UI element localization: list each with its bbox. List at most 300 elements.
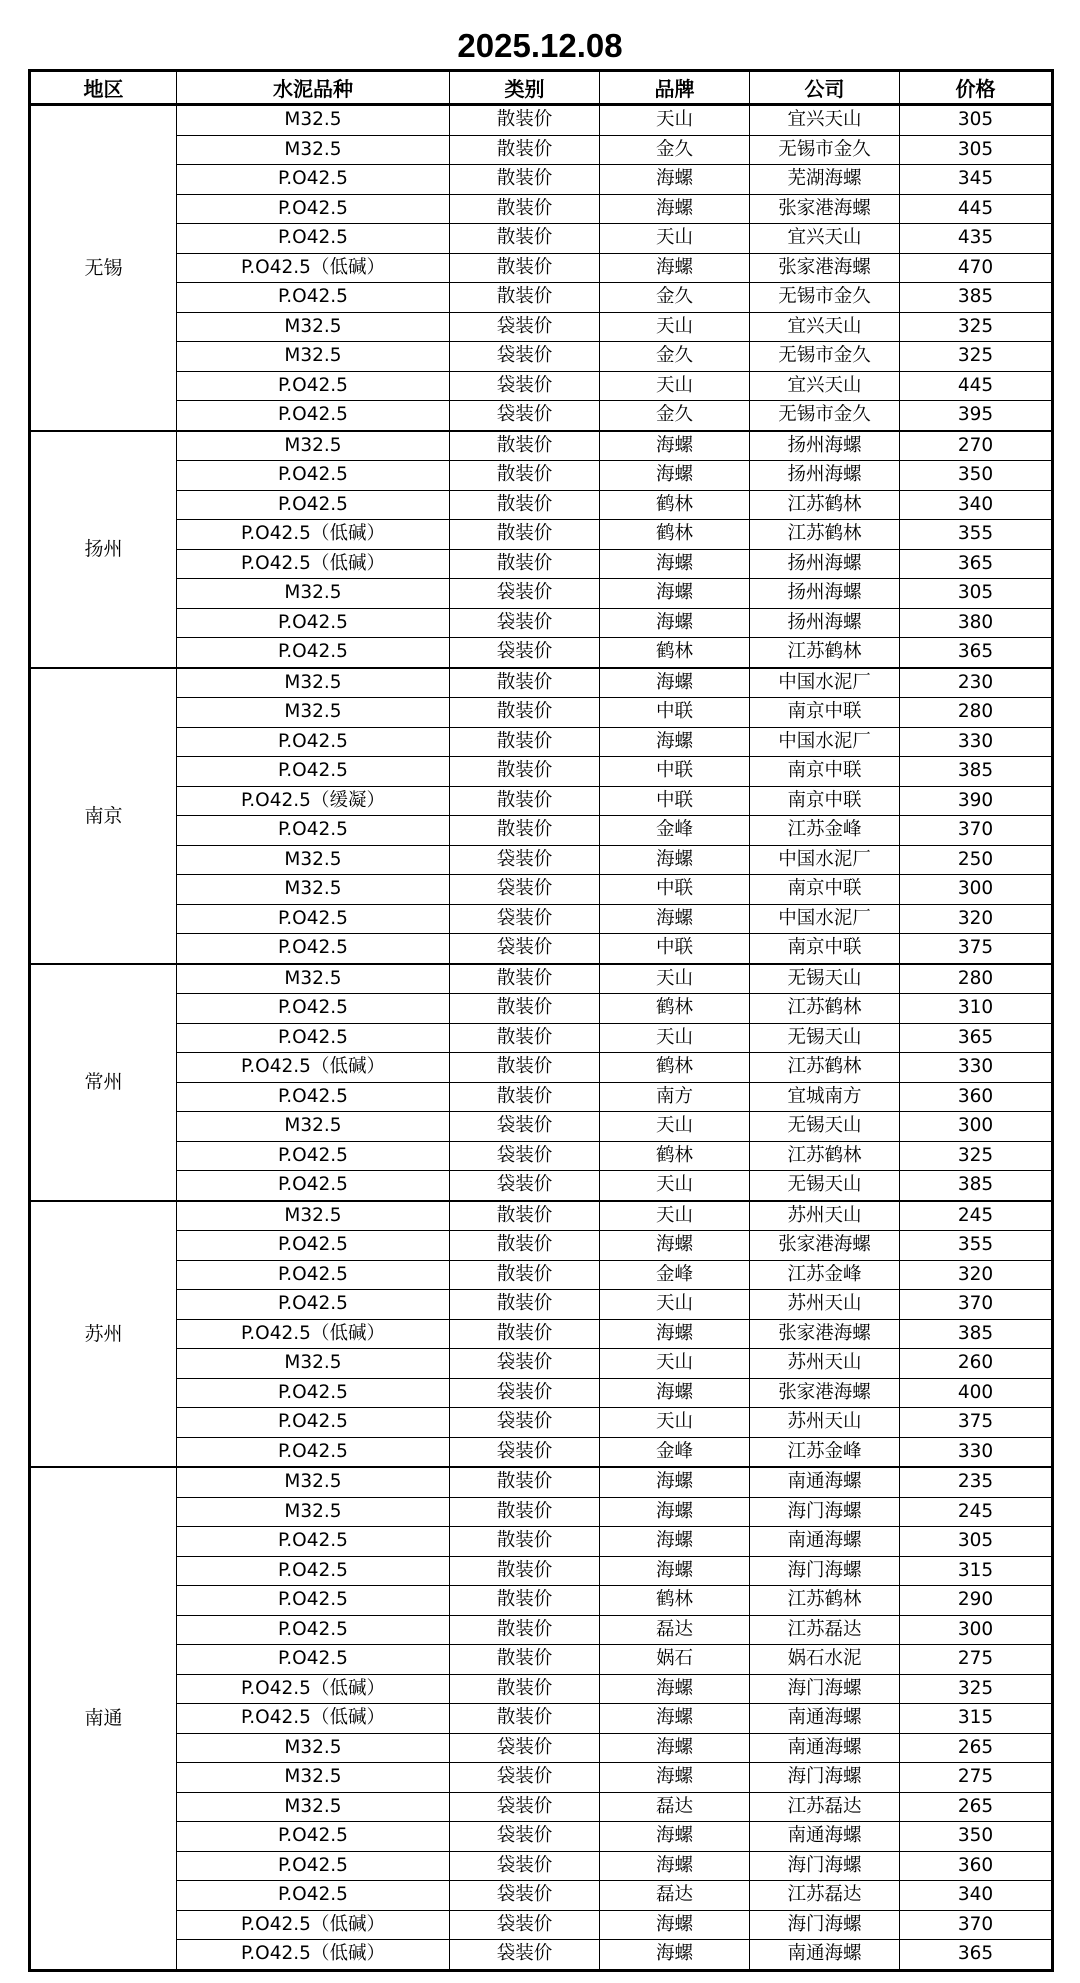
category-cell: 袋装价 [450,1112,600,1142]
company-cell: 无锡天山 [750,1171,900,1201]
table-row [30,608,1053,638]
cement-type-cell: P.O42.5（缓凝） [177,786,450,816]
category-cell: 散装价 [450,165,600,195]
company-cell: 南京中联 [750,698,900,728]
price-cell: 470 [900,253,1053,283]
price-cell: 370 [900,816,1053,846]
table-row [30,1674,1053,1704]
header-brand: 品牌 [600,71,750,105]
price-table [28,69,1054,1972]
cement-type-cell: M32.5 [177,1733,450,1763]
brand-cell: 海螺 [600,1319,750,1349]
price-cell: 320 [900,1260,1053,1290]
brand-cell: 娲石 [600,1645,750,1675]
company-cell: 南通海螺 [750,1940,900,1971]
company-cell: 张家港海螺 [750,1319,900,1349]
price-cell: 230 [900,668,1053,698]
table-row [30,431,1053,461]
region-cell: 无锡 [30,105,177,431]
brand-cell: 鹤林 [600,490,750,520]
category-cell: 散装价 [450,194,600,224]
price-cell: 365 [900,1940,1053,1971]
region-cell: 扬州 [30,431,177,668]
brand-cell: 天山 [600,1112,750,1142]
brand-cell: 金久 [600,401,750,431]
table-row [30,224,1053,254]
header-cement-type: 水泥品种 [177,71,450,105]
category-cell: 散装价 [450,1615,600,1645]
cement-type-cell: P.O42.5 [177,1260,450,1290]
company-cell: 南通海螺 [750,1467,900,1497]
category-cell: 袋装价 [450,1851,600,1881]
company-cell: 无锡天山 [750,1112,900,1142]
category-cell: 散装价 [450,1586,600,1616]
category-cell: 散装价 [450,1260,600,1290]
brand-cell: 海螺 [600,1497,750,1527]
brand-cell: 海螺 [600,1822,750,1852]
company-cell: 南京中联 [750,875,900,905]
category-cell: 散装价 [450,698,600,728]
cement-type-cell: M32.5 [177,431,450,461]
brand-cell: 天山 [600,312,750,342]
table-row [30,786,1053,816]
company-cell: 张家港海螺 [750,253,900,283]
price-cell: 375 [900,934,1053,964]
brand-cell: 鹤林 [600,638,750,668]
company-cell: 扬州海螺 [750,549,900,579]
cement-type-cell: P.O42.5 [177,1851,450,1881]
company-cell: 海门海螺 [750,1910,900,1940]
table-row [30,1437,1053,1467]
cement-type-cell: M32.5 [177,698,450,728]
company-cell: 江苏鹤林 [750,1586,900,1616]
price-cell: 310 [900,994,1053,1024]
cement-type-cell: P.O42.5 [177,461,450,491]
table-row [30,1881,1053,1911]
category-cell: 袋装价 [450,1349,600,1379]
category-cell: 袋装价 [450,1910,600,1940]
brand-cell: 海螺 [600,1378,750,1408]
table-row [30,1112,1053,1142]
company-cell: 宜兴天山 [750,105,900,136]
category-cell: 袋装价 [450,1141,600,1171]
brand-cell: 天山 [600,371,750,401]
category-cell: 散装价 [450,1556,600,1586]
cement-type-cell: M32.5 [177,579,450,609]
table-row [30,401,1053,431]
brand-cell: 海螺 [600,165,750,195]
company-cell: 扬州海螺 [750,579,900,609]
page-title: 2025.12.08 [457,27,623,64]
price-cell: 300 [900,875,1053,905]
table-row [30,1023,1053,1053]
table-row [30,1141,1053,1171]
category-cell: 袋装价 [450,875,600,905]
company-cell: 海门海螺 [750,1556,900,1586]
region-cell: 苏州 [30,1201,177,1468]
table-row [30,934,1053,964]
category-cell: 袋装价 [450,1378,600,1408]
price-cell: 380 [900,608,1053,638]
company-cell: 芜湖海螺 [750,165,900,195]
category-cell: 散装价 [450,1053,600,1083]
category-cell: 袋装价 [450,342,600,372]
table-header-row [30,71,1053,105]
brand-cell: 金久 [600,283,750,313]
brand-cell: 海螺 [600,461,750,491]
company-cell: 无锡市金久 [750,342,900,372]
table-row [30,283,1053,313]
price-cell: 265 [900,1792,1053,1822]
header-region: 地区 [30,71,177,105]
price-cell: 360 [900,1851,1053,1881]
brand-cell: 海螺 [600,1231,750,1261]
price-cell: 360 [900,1082,1053,1112]
cement-type-cell: P.O42.5（低碱） [177,520,450,550]
price-cell: 385 [900,1171,1053,1201]
price-cell: 325 [900,1674,1053,1704]
brand-cell: 海螺 [600,549,750,579]
table-row [30,1556,1053,1586]
brand-cell: 海螺 [600,1940,750,1971]
cement-type-cell: P.O42.5 [177,1586,450,1616]
price-cell: 245 [900,1201,1053,1231]
price-cell: 355 [900,520,1053,550]
category-cell: 散装价 [450,431,600,461]
company-cell: 江苏鹤林 [750,520,900,550]
category-cell: 散装价 [450,105,600,136]
brand-cell: 磊达 [600,1881,750,1911]
category-cell: 散装价 [450,994,600,1024]
price-cell: 300 [900,1615,1053,1645]
price-cell: 330 [900,1053,1053,1083]
price-cell: 275 [900,1645,1053,1675]
category-cell: 袋装价 [450,1940,600,1971]
table-row [30,490,1053,520]
price-cell: 365 [900,638,1053,668]
table-row [30,1260,1053,1290]
brand-cell: 天山 [600,1171,750,1201]
brand-cell: 天山 [600,224,750,254]
category-cell: 散装价 [450,668,600,698]
price-cell: 445 [900,194,1053,224]
price-cell: 365 [900,549,1053,579]
company-cell: 扬州海螺 [750,461,900,491]
brand-cell: 天山 [600,1023,750,1053]
brand-cell: 中联 [600,698,750,728]
brand-cell: 天山 [600,1290,750,1320]
brand-cell: 磊达 [600,1615,750,1645]
cement-type-cell: P.O42.5 [177,1881,450,1911]
company-cell: 中国水泥厂 [750,904,900,934]
brand-cell: 海螺 [600,1556,750,1586]
brand-cell: 海螺 [600,608,750,638]
table-row [30,312,1053,342]
cement-type-cell: P.O42.5 [177,401,450,431]
table-row [30,875,1053,905]
cement-type-cell: P.O42.5 [177,638,450,668]
table-row [30,1763,1053,1793]
brand-cell: 磊达 [600,1792,750,1822]
category-cell: 散装价 [450,1527,600,1557]
price-cell: 265 [900,1733,1053,1763]
cement-type-cell: M32.5 [177,1497,450,1527]
price-cell: 390 [900,786,1053,816]
table-row [30,1082,1053,1112]
cement-type-cell: M32.5 [177,1112,450,1142]
brand-cell: 海螺 [600,1733,750,1763]
price-cell: 250 [900,845,1053,875]
company-cell: 无锡天山 [750,1023,900,1053]
cement-type-cell: P.O42.5 [177,1023,450,1053]
cement-type-cell: P.O42.5（低碱） [177,253,450,283]
company-cell: 江苏磊达 [750,1792,900,1822]
cement-type-cell: P.O42.5 [177,1437,450,1467]
category-cell: 散装价 [450,1231,600,1261]
price-cell: 400 [900,1378,1053,1408]
company-cell: 苏州天山 [750,1408,900,1438]
cement-type-cell: P.O42.5 [177,1556,450,1586]
category-cell: 袋装价 [450,371,600,401]
table-row [30,579,1053,609]
table-body [30,105,1053,1971]
table-row [30,1497,1053,1527]
table-row [30,816,1053,846]
table-row [30,461,1053,491]
price-cell: 305 [900,135,1053,165]
company-cell: 江苏鹤林 [750,1053,900,1083]
brand-cell: 海螺 [600,1763,750,1793]
category-cell: 袋装价 [450,1408,600,1438]
table-row [30,1792,1053,1822]
price-cell: 350 [900,461,1053,491]
cement-type-cell: M32.5 [177,1467,450,1497]
company-cell: 无锡市金久 [750,401,900,431]
price-cell: 345 [900,165,1053,195]
brand-cell: 海螺 [600,194,750,224]
table-row [30,549,1053,579]
cement-type-cell: P.O42.5（低碱） [177,1053,450,1083]
company-cell: 海门海螺 [750,1851,900,1881]
price-cell: 385 [900,1319,1053,1349]
company-cell: 南通海螺 [750,1733,900,1763]
table-row [30,1527,1053,1557]
brand-cell: 金峰 [600,816,750,846]
table-row [30,1645,1053,1675]
brand-cell: 鹤林 [600,1586,750,1616]
category-cell: 散装价 [450,283,600,313]
category-cell: 散装价 [450,1082,600,1112]
cement-type-cell: P.O42.5（低碱） [177,1674,450,1704]
category-cell: 袋装价 [450,579,600,609]
company-cell: 江苏鹤林 [750,1141,900,1171]
price-cell: 395 [900,401,1053,431]
table-row [30,1290,1053,1320]
cement-type-cell: P.O42.5 [177,1290,450,1320]
category-cell: 袋装价 [450,1792,600,1822]
cement-type-cell: M32.5 [177,312,450,342]
brand-cell: 鹤林 [600,1141,750,1171]
brand-cell: 海螺 [600,727,750,757]
table-row [30,1704,1053,1734]
category-cell: 散装价 [450,549,600,579]
cement-type-cell: M32.5 [177,845,450,875]
cement-type-cell: P.O42.5 [177,224,450,254]
category-cell: 散装价 [450,224,600,254]
table-row [30,165,1053,195]
table-row [30,1467,1053,1497]
cement-type-cell: P.O42.5 [177,1645,450,1675]
brand-cell: 天山 [600,1201,750,1231]
company-cell: 中国水泥厂 [750,727,900,757]
table-row [30,1586,1053,1616]
cement-type-cell: P.O42.5（低碱） [177,1940,450,1971]
region-cell: 南通 [30,1467,177,1970]
price-cell: 280 [900,698,1053,728]
company-cell: 娲石水泥 [750,1645,900,1675]
cement-type-cell: P.O42.5 [177,727,450,757]
table-row [30,371,1053,401]
company-cell: 苏州天山 [750,1290,900,1320]
category-cell: 散装价 [450,520,600,550]
table-row [30,668,1053,698]
price-cell: 235 [900,1467,1053,1497]
table-row [30,342,1053,372]
company-cell: 江苏金峰 [750,1437,900,1467]
company-cell: 南京中联 [750,786,900,816]
table-row [30,1231,1053,1261]
company-cell: 南京中联 [750,757,900,787]
table-row [30,1171,1053,1201]
company-cell: 南京中联 [750,934,900,964]
brand-cell: 海螺 [600,668,750,698]
category-cell: 散装价 [450,1467,600,1497]
category-cell: 散装价 [450,1023,600,1053]
header-company: 公司 [750,71,900,105]
price-cell: 320 [900,904,1053,934]
brand-cell: 海螺 [600,1527,750,1557]
company-cell: 宜城南方 [750,1082,900,1112]
price-cell: 305 [900,105,1053,136]
company-cell: 张家港海螺 [750,194,900,224]
brand-cell: 中联 [600,757,750,787]
cement-type-cell: P.O42.5（低碱） [177,549,450,579]
brand-cell: 鹤林 [600,520,750,550]
category-cell: 散装价 [450,727,600,757]
category-cell: 袋装价 [450,1733,600,1763]
brand-cell: 中联 [600,934,750,964]
table-row [30,194,1053,224]
table-row [30,1615,1053,1645]
cement-type-cell: P.O42.5 [177,283,450,313]
company-cell: 江苏金峰 [750,1260,900,1290]
category-cell: 散装价 [450,1497,600,1527]
price-cell: 385 [900,283,1053,313]
cement-type-cell: P.O42.5 [177,1527,450,1557]
brand-cell: 中联 [600,786,750,816]
category-cell: 散装价 [450,757,600,787]
price-cell: 315 [900,1704,1053,1734]
category-cell: 散装价 [450,816,600,846]
cement-type-cell: P.O42.5 [177,1408,450,1438]
price-cell: 375 [900,1408,1053,1438]
cement-type-cell: M32.5 [177,1792,450,1822]
table-row [30,904,1053,934]
cement-type-cell: P.O42.5 [177,1822,450,1852]
company-cell: 江苏磊达 [750,1615,900,1645]
table-row [30,1733,1053,1763]
category-cell: 袋装价 [450,608,600,638]
category-cell: 袋装价 [450,638,600,668]
cement-type-cell: P.O42.5 [177,816,450,846]
price-cell: 245 [900,1497,1053,1527]
cement-type-cell: P.O42.5（低碱） [177,1319,450,1349]
cement-type-cell: P.O42.5 [177,1082,450,1112]
cement-type-cell: P.O42.5 [177,371,450,401]
category-cell: 散装价 [450,490,600,520]
brand-cell: 海螺 [600,904,750,934]
cement-type-cell: M32.5 [177,1349,450,1379]
brand-cell: 金久 [600,135,750,165]
table-row [30,105,1053,136]
header-category: 类别 [450,71,600,105]
cement-type-cell: M32.5 [177,135,450,165]
price-cell: 340 [900,490,1053,520]
table-row [30,757,1053,787]
category-cell: 袋装价 [450,934,600,964]
price-cell: 445 [900,371,1053,401]
brand-cell: 金峰 [600,1437,750,1467]
company-cell: 江苏鹤林 [750,994,900,1024]
category-cell: 袋装价 [450,1881,600,1911]
company-cell: 海门海螺 [750,1497,900,1527]
table-row [30,1910,1053,1940]
company-cell: 海门海螺 [750,1763,900,1793]
table-row [30,727,1053,757]
price-cell: 280 [900,964,1053,994]
company-cell: 无锡市金久 [750,283,900,313]
company-cell: 扬州海螺 [750,608,900,638]
brand-cell: 海螺 [600,253,750,283]
category-cell: 袋装价 [450,1171,600,1201]
price-cell: 325 [900,312,1053,342]
company-cell: 苏州天山 [750,1349,900,1379]
company-cell: 张家港海螺 [750,1231,900,1261]
table-row [30,845,1053,875]
price-cell: 330 [900,1437,1053,1467]
category-cell: 袋装价 [450,845,600,875]
price-cell: 385 [900,757,1053,787]
price-cell: 355 [900,1231,1053,1261]
brand-cell: 海螺 [600,1467,750,1497]
cement-type-cell: P.O42.5 [177,1231,450,1261]
price-cell: 365 [900,1023,1053,1053]
cement-type-cell: P.O42.5 [177,1171,450,1201]
cement-type-cell: P.O42.5 [177,1141,450,1171]
category-cell: 散装价 [450,1290,600,1320]
category-cell: 散装价 [450,964,600,994]
price-cell: 325 [900,342,1053,372]
brand-cell: 鹤林 [600,994,750,1024]
price-cell: 370 [900,1290,1053,1320]
category-cell: 散装价 [450,1645,600,1675]
table-row [30,1201,1053,1231]
company-cell: 江苏鹤林 [750,490,900,520]
category-cell: 袋装价 [450,1437,600,1467]
brand-cell: 天山 [600,964,750,994]
table-row [30,1378,1053,1408]
cement-type-cell: P.O42.5 [177,934,450,964]
